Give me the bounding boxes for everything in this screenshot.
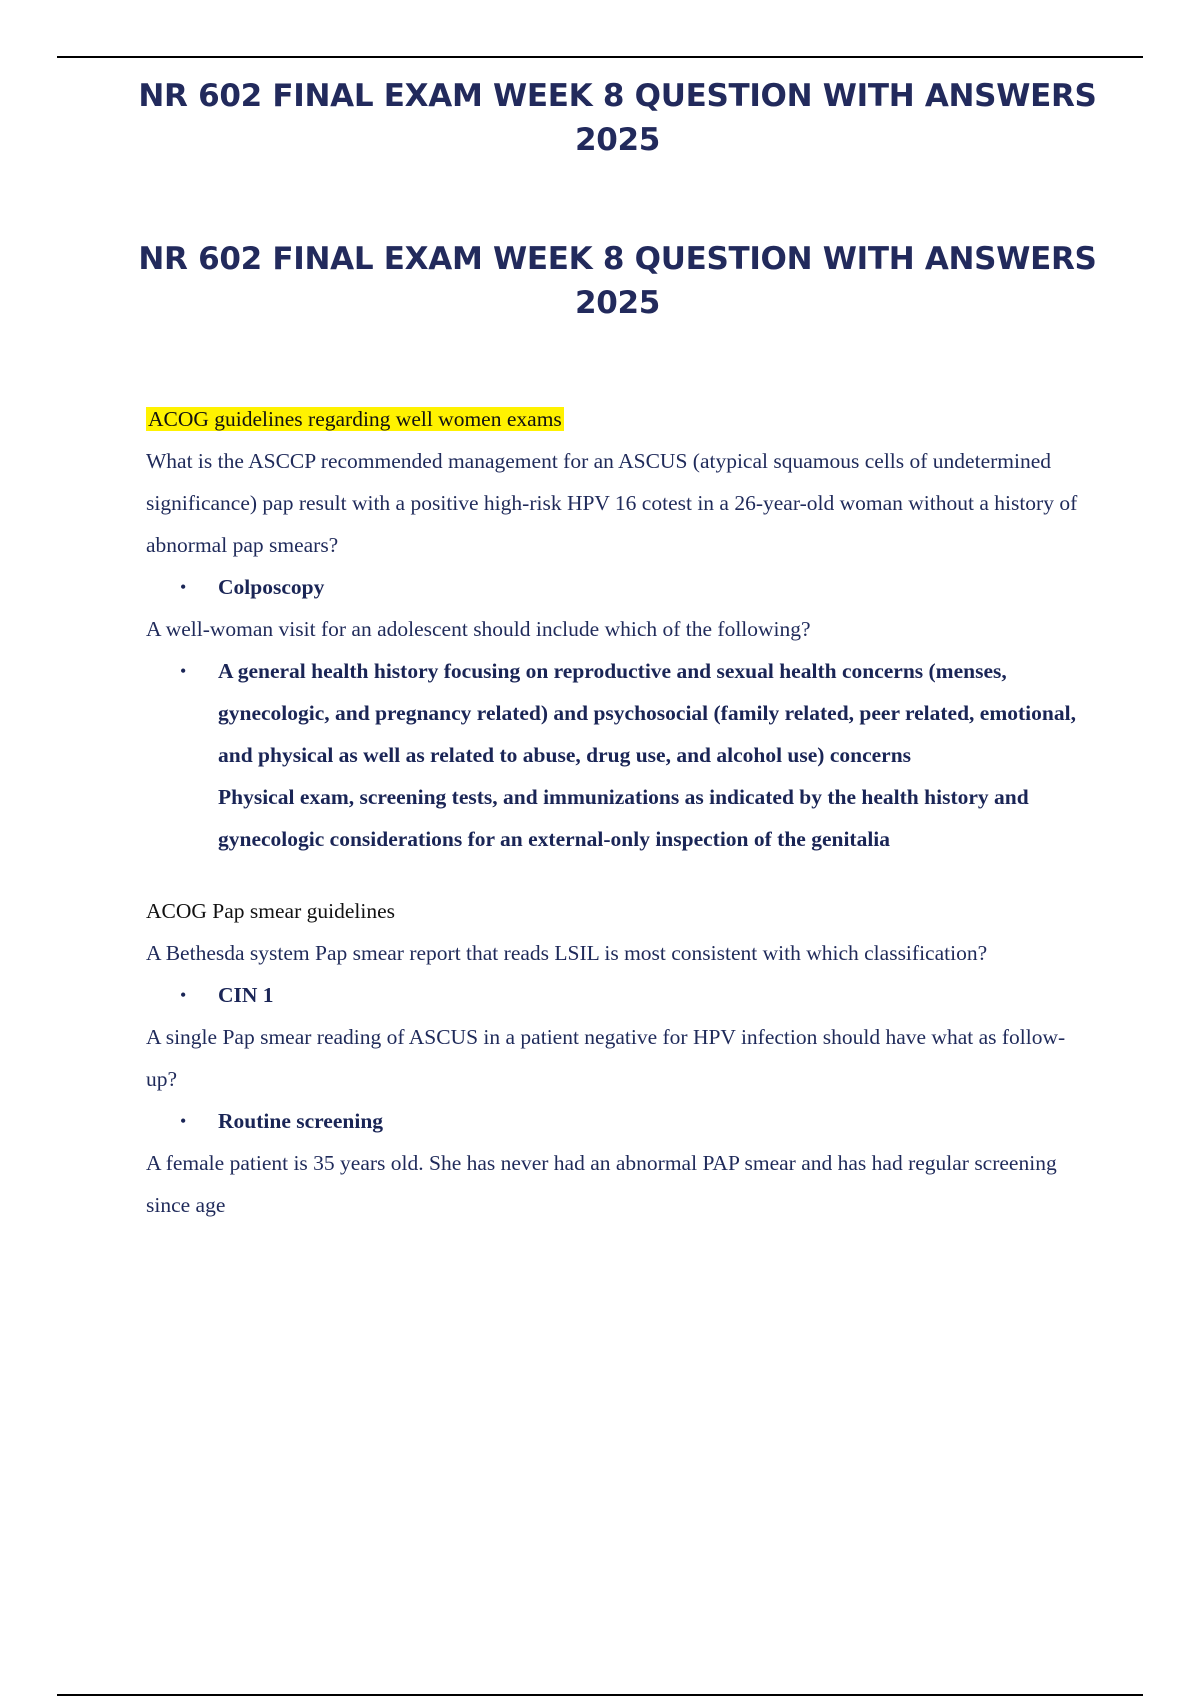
answer-text-history: A general health history focusing on reproductive and sexual health concerns (menses, gynecologic, and pregnancy related) and psychosocial (family related, peer related, emotional, and physical as well as related to abuse, drug use, and alcohol use) concerns bbox=[218, 659, 1076, 767]
highlighted-heading: ACOG guidelines regarding well women exams bbox=[148, 407, 562, 431]
question-adolescent-visit: A well-woman visit for an adolescent should include which of the following? bbox=[146, 617, 811, 641]
section-heading-pap-smear: ACOG Pap smear guidelines bbox=[146, 899, 396, 923]
bullet-icon: • bbox=[180, 661, 187, 681]
document-body bbox=[146, 398, 1096, 1226]
section-heading-well-women bbox=[146, 398, 1096, 440]
document-title: NR 602 FINAL EXAM WEEK 8 QUESTION WITH ANSWERS 2025 bbox=[138, 78, 1097, 158]
answer-cin1 bbox=[146, 974, 1096, 1016]
answer-adolescent-visit bbox=[146, 650, 1096, 860]
spacer bbox=[146, 860, 1096, 890]
answer-text-physical-exam: Physical exam, screening tests, and immunizations as indicated by the health history and gynecologic considerations for an external-only inspection of the genitalia bbox=[218, 785, 1029, 851]
answer-routine-screening bbox=[146, 1100, 1096, 1142]
bullet-icon: • bbox=[180, 1111, 187, 1131]
answer-text: Routine screening bbox=[218, 1109, 384, 1133]
bullet-icon: • bbox=[180, 985, 187, 1005]
question-ascus-hpv-negative: A single Pap smear reading of ASCUS in a patient negative for HPV infection should have what as follow-up? bbox=[146, 1025, 1066, 1091]
top-rule bbox=[57, 56, 1143, 58]
answer-colposcopy bbox=[146, 566, 1096, 608]
answer-text: CIN 1 bbox=[218, 983, 274, 1007]
bottom-rule bbox=[57, 1694, 1143, 1696]
document-title-repeat: NR 602 FINAL EXAM WEEK 8 QUESTION WITH ANSWERS 2025 bbox=[138, 241, 1097, 321]
question-lsil: A Bethesda system Pap smear report that reads LSIL is most consistent with which classification? bbox=[146, 941, 988, 965]
bullet-icon: • bbox=[180, 577, 187, 597]
answer-text: Colposcopy bbox=[218, 575, 325, 599]
question-35-year-old: A female patient is 35 years old. She has never had an abnormal PAP smear and has had regular screening since age bbox=[146, 1151, 1057, 1217]
question-ascus-hpv16: What is the ASCCP recommended management for an ASCUS (atypical squamous cells of undetermined significance) pap result with a positive high-risk HPV 16 cotest in a 26-year-old woman without a history of abnormal pap smears? bbox=[146, 449, 1078, 557]
